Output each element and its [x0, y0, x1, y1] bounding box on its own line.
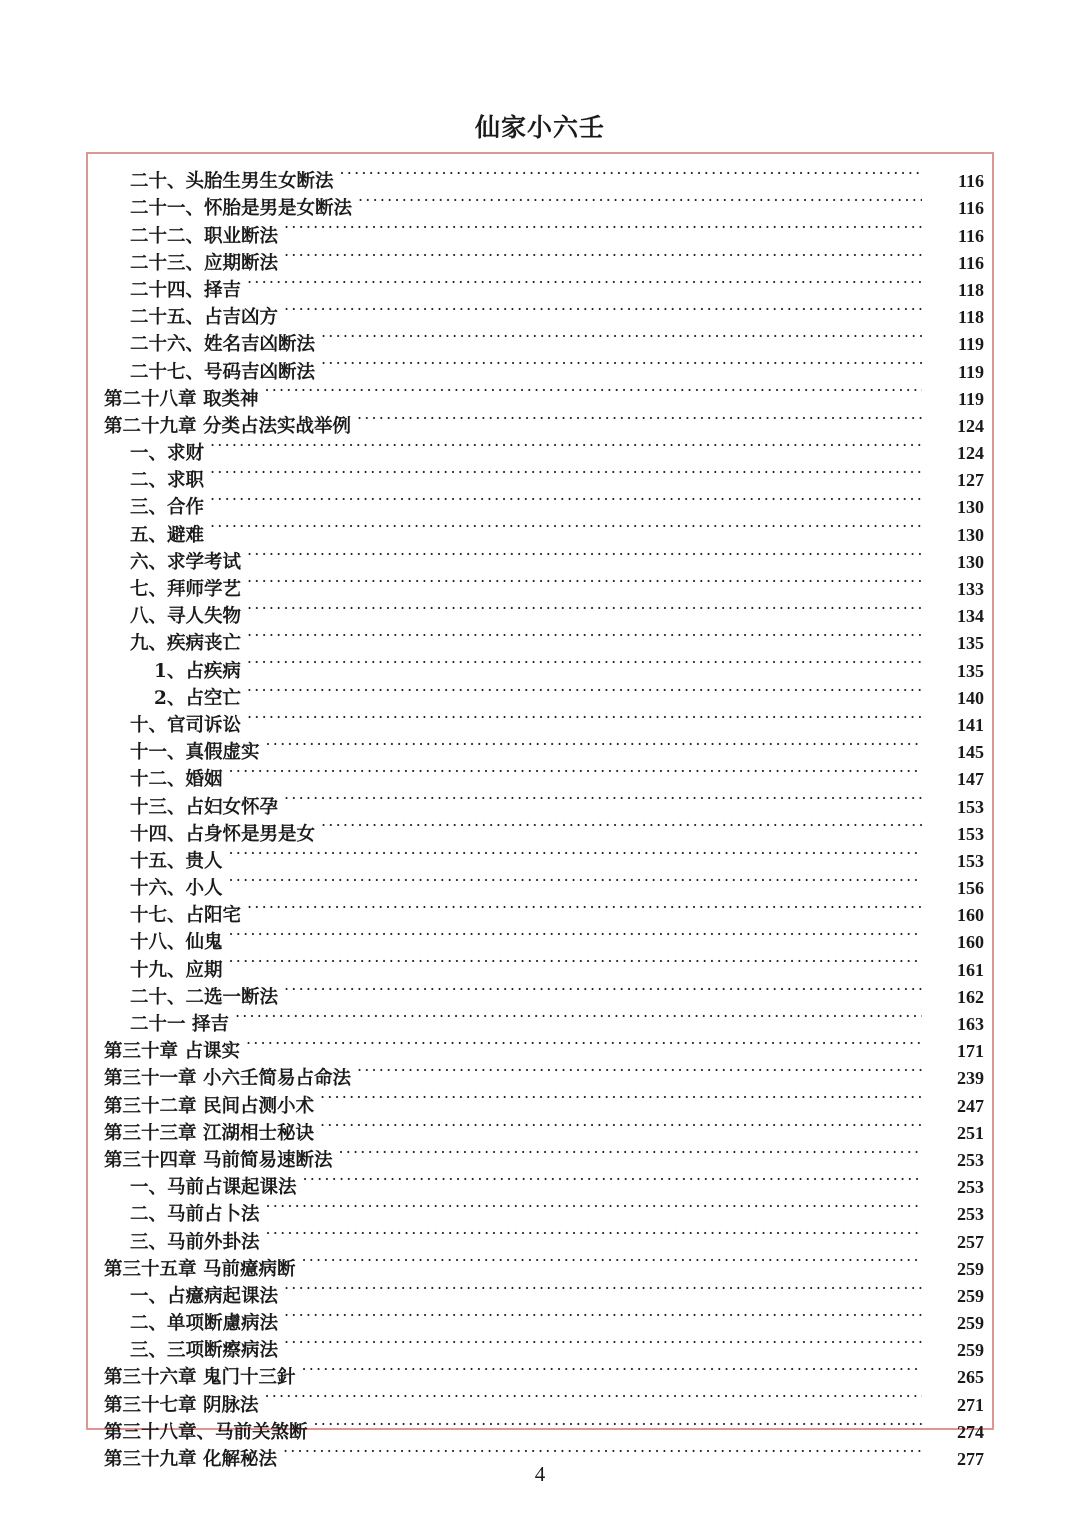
- toc-leader-dots: [357, 1057, 922, 1084]
- toc-leader-dots: [338, 1139, 922, 1166]
- toc-entry-page: 274: [957, 1421, 984, 1442]
- toc-entry-label: 第三十九章 化解秘法: [104, 1449, 277, 1470]
- toc-entry-label: 一、求财: [130, 443, 205, 465]
- toc-entry-page: 130: [957, 551, 984, 572]
- toc-entry[interactable]: [96, 459, 984, 492]
- toc-leader-dots: [210, 486, 922, 513]
- toc-entry-label: 二、求职: [130, 470, 205, 492]
- toc-entry-page: 133: [957, 579, 984, 599]
- toc-entry-label: 十一、真假虚实: [130, 742, 260, 764]
- toc-entry-label: 十三、占妇女怀孕: [130, 796, 279, 818]
- toc-entry[interactable]: [96, 513, 984, 546]
- toc-leader-dots: [264, 1383, 922, 1410]
- toc-entry-label: 1、占疾病: [154, 660, 241, 682]
- toc-entry[interactable]: [96, 894, 984, 927]
- toc-entry-label: 第三十八章、马前关煞断: [104, 1421, 308, 1443]
- toc-entry-page: 253: [957, 1177, 984, 1198]
- toc-entry-label: 第三十三章 江湖相士秘诀: [104, 1122, 314, 1144]
- toc-entry-page: 124: [957, 443, 984, 464]
- toc-leader-dots: [284, 214, 922, 241]
- toc-entry-label: 一、马前占课起课法: [130, 1177, 297, 1199]
- toc-leader-dots: [247, 541, 922, 568]
- toc-entry-label: 第三十六章 鬼门十三針: [104, 1367, 296, 1389]
- toc-entry-page: 153: [957, 850, 984, 871]
- toc-leader-dots: [284, 242, 922, 269]
- toc-leader-dots: [210, 459, 922, 486]
- toc-entry-page: 116: [957, 198, 984, 219]
- toc-entry-page: 271: [957, 1394, 984, 1415]
- toc-leader-dots: [284, 296, 922, 323]
- toc-entry-page: 239: [957, 1068, 984, 1089]
- toc-entry[interactable]: [96, 867, 984, 900]
- toc-leader-dots: [320, 1112, 922, 1139]
- toc-entry[interactable]: [96, 160, 984, 193]
- toc-entry-page: 141: [957, 714, 984, 735]
- toc-entry-label: 一、占癔病起课法: [130, 1285, 279, 1307]
- toc-leader-dots: [264, 378, 922, 405]
- toc-leader-dots: [229, 758, 922, 785]
- toc-entry-page: 147: [957, 769, 984, 790]
- toc-entry-page: 259: [957, 1340, 984, 1361]
- toc-leader-dots: [247, 622, 922, 649]
- toc-leader-dots: [229, 948, 922, 975]
- toc-entry[interactable]: [96, 976, 984, 1008]
- toc-leader-dots: [284, 1329, 922, 1356]
- toc-entry-page: 130: [957, 497, 984, 518]
- toc-entry-label: 二十一 择吉: [130, 1014, 229, 1035]
- toc-entry-label: 三、三项断瘵病法: [130, 1340, 279, 1362]
- toc-entry-page: 160: [957, 932, 984, 953]
- toc-leader-dots: [303, 1166, 922, 1193]
- toc-entry-page: 119: [957, 361, 984, 382]
- toc-entry-page: 118: [957, 279, 984, 300]
- toc-leader-dots: [247, 568, 922, 595]
- toc-entry-label: 九、疾病丧亡: [130, 633, 242, 655]
- toc-leader-dots: [247, 704, 922, 731]
- toc-entry-label: 三、合作: [130, 497, 205, 519]
- toc-entry-page: 251: [957, 1122, 984, 1143]
- toc-entry-label: 第二十九章 分类占法实战举例: [104, 415, 351, 437]
- toc-list: [96, 160, 984, 1470]
- toc-entry-label: 二十三、应期断法: [130, 252, 279, 274]
- toc-entry-label: 二十五、占吉凶方: [130, 307, 279, 329]
- toc-entry-page: 161: [957, 959, 984, 980]
- toc-leader-dots: [283, 1438, 922, 1465]
- toc-entry-label: 八、寻人失物: [130, 606, 242, 628]
- toc-leader-dots: [247, 649, 922, 676]
- toc-entry-label: 十九、应期: [130, 959, 223, 981]
- toc-leader-dots: [320, 1084, 922, 1111]
- toc-leader-dots: [284, 976, 922, 1003]
- toc-entry-page: 118: [957, 307, 984, 328]
- toc-entry[interactable]: [96, 785, 984, 818]
- toc-entry-page: 135: [957, 660, 984, 681]
- toc-entry-page: 119: [957, 334, 984, 355]
- toc-entry-label: 第三十章 占课实: [104, 1041, 240, 1063]
- toc-leader-dots: [357, 405, 922, 432]
- toc-leader-dots: [229, 867, 922, 894]
- toc-entry-page: 160: [957, 905, 984, 926]
- toc-entry-page: 153: [957, 796, 984, 817]
- toc-entry-page: 259: [957, 1313, 984, 1334]
- toc-entry-label: 二十四、择吉: [130, 279, 242, 301]
- toc-entry-page: 259: [957, 1285, 984, 1306]
- toc-entry-label: 二、马前占卜法: [130, 1204, 260, 1226]
- toc-leader-dots: [210, 432, 922, 459]
- toc-entry-page: 171: [957, 1041, 984, 1062]
- toc-entry-page: 162: [957, 986, 984, 1007]
- toc-entry-page: 135: [957, 633, 984, 654]
- toc-leader-dots: [229, 921, 922, 948]
- toc-leader-dots: [266, 1193, 922, 1220]
- toc-entry[interactable]: [96, 948, 984, 981]
- toc-entry-label: 第三十二章 民间占测小术: [104, 1095, 314, 1117]
- toc-entry-page: 127: [957, 470, 984, 491]
- toc-entry-label: 二、单项断慮病法: [130, 1313, 279, 1335]
- toc-entry-label: 第三十一章 小六壬简易占命法: [104, 1068, 351, 1090]
- toc-leader-dots: [321, 813, 922, 840]
- page-title: 仙家小六壬: [474, 113, 605, 142]
- toc-entry-label: 五、避难: [130, 524, 205, 546]
- toc-leader-dots: [301, 1356, 922, 1383]
- toc-entry[interactable]: [96, 541, 984, 573]
- toc-entry-label: 二十、二选一断法: [130, 986, 279, 1008]
- toc-entry-label: 六、求学考试: [130, 551, 242, 573]
- toc-entry-page: 253: [957, 1149, 984, 1170]
- toc-entry[interactable]: [96, 840, 984, 872]
- toc-leader-dots: [247, 269, 922, 296]
- toc-entry-label: 十六、小人: [130, 878, 223, 900]
- table-of-contents: [86, 152, 994, 1470]
- toc-entry-label: 十、官司诉讼: [130, 714, 242, 736]
- toc-entry[interactable]: [96, 921, 984, 954]
- toc-entry-label: 十四、占身怀是男是女: [130, 823, 316, 845]
- toc-entry-page: 145: [957, 742, 984, 763]
- toc-entry-label: 第三十四章 马前简易速断法: [104, 1149, 333, 1171]
- toc-leader-dots: [340, 160, 922, 187]
- toc-entry-page: 259: [957, 1258, 984, 1279]
- toc-leader-dots: [321, 323, 922, 350]
- toc-entry-page: 265: [957, 1367, 984, 1388]
- toc-entry-label: 第三十七章 阴脉法: [104, 1394, 259, 1416]
- toc-entry-label: 十八、仙鬼: [130, 932, 223, 954]
- toc-entry-label: 二十一、怀胎是男是女断法: [130, 198, 353, 220]
- toc-entry-page: 163: [957, 1014, 984, 1034]
- toc-leader-dots: [210, 513, 922, 540]
- toc-entry-page: 124: [957, 415, 984, 436]
- toc-leader-dots: [235, 1003, 922, 1030]
- toc-entry-label: 七、拜师学艺: [130, 579, 242, 600]
- toc-leader-dots: [301, 1248, 922, 1275]
- toc-entry-page: 153: [957, 823, 984, 844]
- toc-entry-label: 2、占空亡: [154, 687, 241, 709]
- toc-leader-dots: [266, 1220, 922, 1247]
- toc-entry-label: 十五、贵人: [130, 850, 223, 872]
- toc-leader-dots: [358, 187, 922, 214]
- toc-entry-label: 二十二、职业断法: [130, 225, 279, 247]
- page-number: 4: [534, 1462, 546, 1486]
- toc-entry-page: 134: [957, 606, 984, 627]
- toc-leader-dots: [246, 1030, 922, 1057]
- toc-leader-dots: [314, 1411, 922, 1438]
- toc-entry-page: 257: [957, 1231, 984, 1252]
- toc-entry-label: 第三十五章 马前癔病断: [104, 1258, 296, 1280]
- toc-entry-label: 三、马前外卦法: [130, 1231, 260, 1253]
- toc-entry-label: 十二、婚姻: [130, 769, 223, 791]
- toc-leader-dots: [284, 785, 922, 812]
- toc-entry[interactable]: [96, 432, 984, 465]
- toc-leader-dots: [247, 677, 922, 704]
- toc-leader-dots: [247, 894, 922, 921]
- toc-entry-page: 253: [957, 1204, 984, 1225]
- toc-entry-label: 第二十八章 取类神: [104, 388, 259, 410]
- toc-leader-dots: [247, 595, 922, 622]
- toc-entry-page: 156: [957, 878, 984, 899]
- toc-entry-label: 二十七、号码吉凶断法: [130, 361, 316, 383]
- toc-entry-page: 116: [957, 225, 984, 246]
- toc-entry-page: 277: [957, 1449, 984, 1469]
- toc-entry-page: 247: [957, 1095, 984, 1116]
- toc-leader-dots: [284, 1275, 922, 1302]
- toc-entry-page: 116: [957, 252, 984, 273]
- toc-leader-dots: [321, 350, 922, 377]
- toc-entry-page: 140: [957, 687, 984, 708]
- toc-entry-label: 二十六、姓名吉凶断法: [130, 334, 316, 356]
- toc-entry-page: 116: [957, 171, 984, 192]
- toc-entry[interactable]: [96, 758, 984, 791]
- toc-entry[interactable]: [96, 486, 984, 519]
- toc-leader-dots: [284, 1302, 922, 1329]
- toc-entry-label: 二十、头胎生男生女断法: [130, 171, 334, 193]
- toc-entry-page: 130: [957, 524, 984, 545]
- toc-leader-dots: [229, 840, 922, 867]
- toc-entry-label: 十七、占阳宅: [130, 905, 242, 927]
- toc-entry-page: 119: [957, 388, 984, 409]
- toc-leader-dots: [266, 731, 922, 758]
